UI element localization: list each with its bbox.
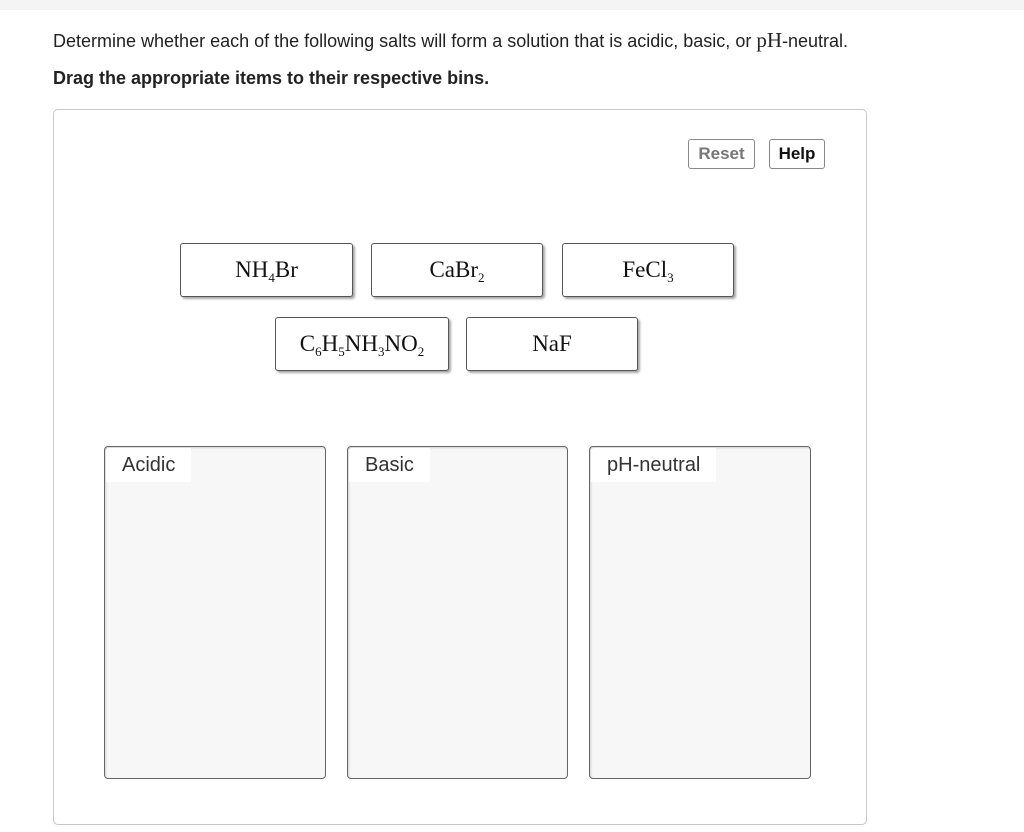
chip-nh4br-label: $NH_4Br$ [235,257,298,285]
chip-cabr2-label: CaBr$_2$ [429,257,485,285]
drag-instruction: Drag the appropriate items to their respective bins. [53,68,490,88]
instruction-text-before: Determine whether each of the following salts will form a solution that is acidic, basic, or [53,31,757,51]
instruction-text-after: -neutral. [782,31,849,51]
question-instruction [53,28,848,53]
bin-basic[interactable] [347,446,568,779]
chip-naf[interactable] [466,317,638,371]
chip-fecl3[interactable] [562,243,734,297]
bin-acidic-label: Acidic [106,448,191,482]
bin-ph-neutral-label: pH-neutral [591,448,716,482]
reset-button[interactable]: Reset [688,139,755,169]
bin-ph-neutral[interactable] [589,446,811,779]
chip-c6h5nh3no2[interactable] [275,317,449,371]
chip-cabr2[interactable] [371,243,543,297]
top-strip [0,0,1024,10]
bin-basic-label: Basic [349,448,430,482]
chip-naf-label: NaF [532,331,572,356]
instruction-ph: pH [756,28,782,52]
chip-nh4br[interactable] [180,243,353,297]
chip-fecl3-label: FeCl$_3$ [622,257,674,285]
chip-c6h5nh3no2-label: $C_6H_5NH_3NO_2$ [299,331,425,359]
bin-acidic[interactable] [104,446,326,779]
help-button[interactable]: Help [769,139,825,169]
